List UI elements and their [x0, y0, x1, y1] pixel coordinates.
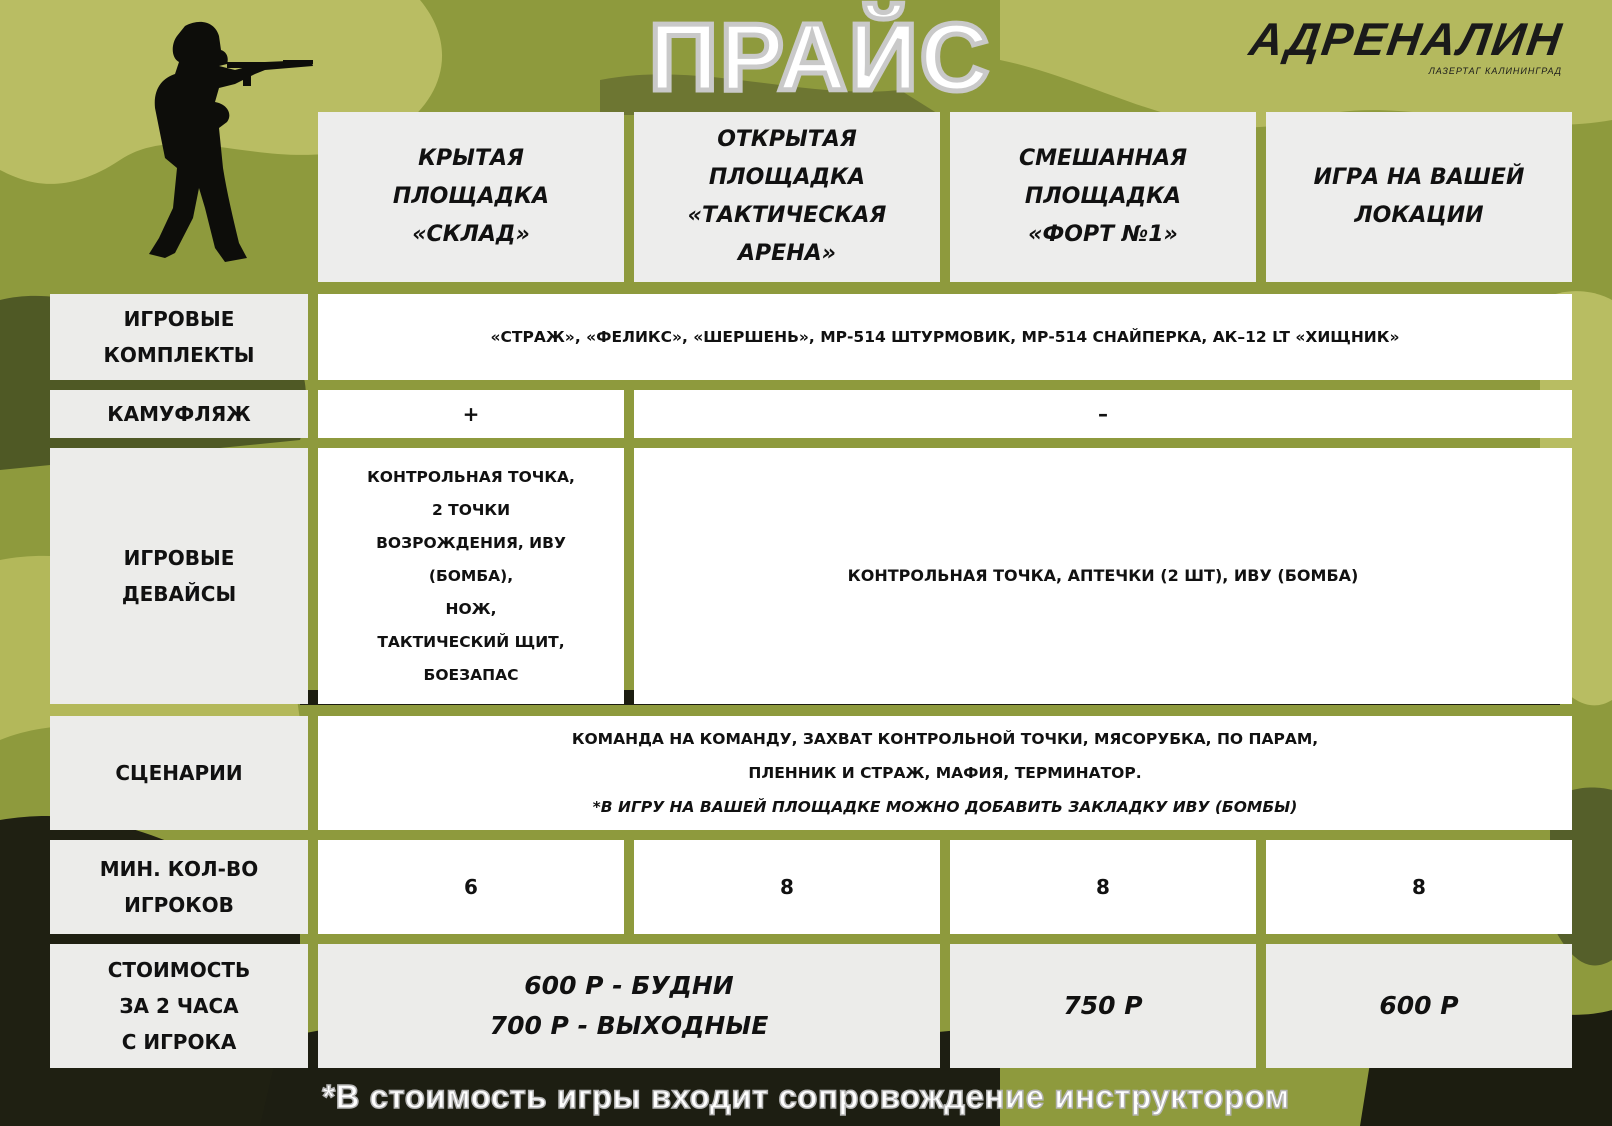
row-label-scenarios	[50, 716, 308, 830]
row-label-line: СЦЕНАРИИ	[115, 761, 243, 785]
price-value: 750 Р	[1063, 991, 1143, 1020]
footer-note: *В стоимость игры входит сопровождение инструктором	[322, 1078, 1290, 1115]
row-label-line: ИГРОВЫЕ	[123, 546, 235, 570]
logo-subtitle: ЛАЗЕРТАГ КАЛИНИНГРАД	[1428, 66, 1562, 76]
scenario-line: ПЛЕННИК И СТРАЖ, МАФИЯ, ТЕРМИНАТОР.	[748, 764, 1142, 782]
scenarios-value	[318, 716, 1572, 830]
min-players-tactical-arena	[634, 840, 940, 934]
price-value: 600 Р	[1379, 991, 1459, 1020]
row-label-line: ИГРОВЫЕ	[123, 307, 235, 331]
row-label-kits	[50, 294, 308, 380]
min-players-value: 8	[1096, 875, 1110, 899]
header-line: АРЕНА»	[738, 241, 836, 266]
header-line: ПЛОЩАДКА	[708, 165, 866, 190]
soldier-silhouette-icon	[115, 18, 325, 278]
price-fort	[950, 944, 1256, 1068]
header-line: СМЕШАННАЯ	[1018, 146, 1188, 171]
column-header-fort	[950, 112, 1256, 282]
row-label-line: КАМУФЛЯЖ	[107, 402, 251, 426]
header-line: ИГРА НА ВАШЕЙ	[1313, 165, 1525, 190]
min-players-sklad	[318, 840, 624, 934]
row-label-camo	[50, 390, 308, 438]
row-label-line: КОМПЛЕКТЫ	[103, 343, 255, 367]
price-your-location	[1266, 944, 1572, 1068]
camo-sklad-value	[318, 390, 624, 438]
devices-sklad-value	[318, 448, 624, 704]
devices-rest-value	[634, 448, 1572, 704]
row-label-line: ЗА 2 ЧАСА	[119, 994, 239, 1018]
header-line: ПЛОЩАДКА	[1024, 184, 1182, 209]
min-players-fort	[950, 840, 1256, 934]
header-line: ПЛОЩАДКА	[392, 184, 550, 209]
min-players-value: 8	[1412, 875, 1426, 899]
device-line: 2 ТОЧКИ	[431, 500, 511, 519]
row-label-line: С ИГРОКА	[121, 1030, 237, 1054]
device-line: КОНТРОЛЬНАЯ ТОЧКА,	[367, 467, 575, 486]
row-label-line: ИГРОКОВ	[124, 893, 234, 917]
scenario-note: *В ИГРУ НА ВАШЕЙ ПЛОЩАДКЕ МОЖНО ДОБАВИТЬ ЗАКЛАДКУ ИВУ (БОМБЫ)	[592, 798, 1298, 816]
camo-rest-value	[634, 390, 1572, 438]
kits-text: «СТРАЖ», «ФЕЛИКС», «ШЕРШЕНЬ», МР-514 ШТУРМОВИК, МР-514 СНАЙПЕРКА, АК–12 LT «ХИЩНИК»	[490, 328, 1400, 346]
logo-name: АДРЕНАЛИН	[1245, 13, 1566, 65]
page-title: ПРАЙС	[648, 4, 992, 111]
min-players-value: 6	[464, 875, 478, 899]
header-line: КРЫТАЯ	[418, 146, 524, 171]
device-line: ТАКТИЧЕСКИЙ ЩИТ,	[377, 632, 565, 651]
device-line: (БОМБА),	[428, 566, 514, 585]
kits-value	[318, 294, 1572, 380]
column-header-your-location	[1266, 112, 1572, 282]
camo-plus: +	[462, 402, 480, 426]
header-line: ОТКРЫТАЯ	[717, 127, 857, 152]
device-line: ВОЗРОЖДЕНИЯ, ИВУ	[376, 533, 566, 552]
price-sklad-arena	[318, 944, 940, 1068]
scenario-line: КОМАНДА НА КОМАНДУ, ЗАХВАТ КОНТРОЛЬНОЙ ТОЧКИ, МЯСОРУБКА, ПО ПАРАМ,	[571, 730, 1319, 748]
device-line: НОЖ,	[445, 599, 497, 618]
row-label-price	[50, 944, 308, 1068]
min-players-your-location	[1266, 840, 1572, 934]
camo-minus: –	[1098, 402, 1108, 426]
price-weekends: 700 Р - ВЫХОДНЫЕ	[489, 1011, 769, 1040]
row-label-devices	[50, 448, 308, 704]
column-header-tactical-arena	[634, 112, 940, 282]
price-weekdays: 600 Р - БУДНИ	[524, 971, 734, 1000]
column-header-sklad	[318, 112, 624, 282]
row-label-min-players	[50, 840, 308, 934]
header-line: ЛОКАЦИИ	[1354, 203, 1484, 228]
devices-text: КОНТРОЛЬНАЯ ТОЧКА, АПТЕЧКИ (2 ШТ), ИВУ (БОМБА)	[847, 566, 1359, 585]
header-line: «СКЛАД»	[412, 222, 530, 247]
header-line: «ТАКТИЧЕСКАЯ	[687, 203, 887, 228]
row-label-line: СТОИМОСТЬ	[107, 958, 251, 982]
row-label-line: ДЕВАЙСЫ	[121, 582, 237, 606]
device-line: БОЕЗАПАС	[423, 665, 519, 684]
header-line: «ФОРТ №1»	[1028, 222, 1178, 247]
row-label-line: МИН. КОЛ-ВО	[99, 857, 259, 881]
min-players-value: 8	[780, 875, 794, 899]
brand-logo	[1245, 13, 1566, 76]
